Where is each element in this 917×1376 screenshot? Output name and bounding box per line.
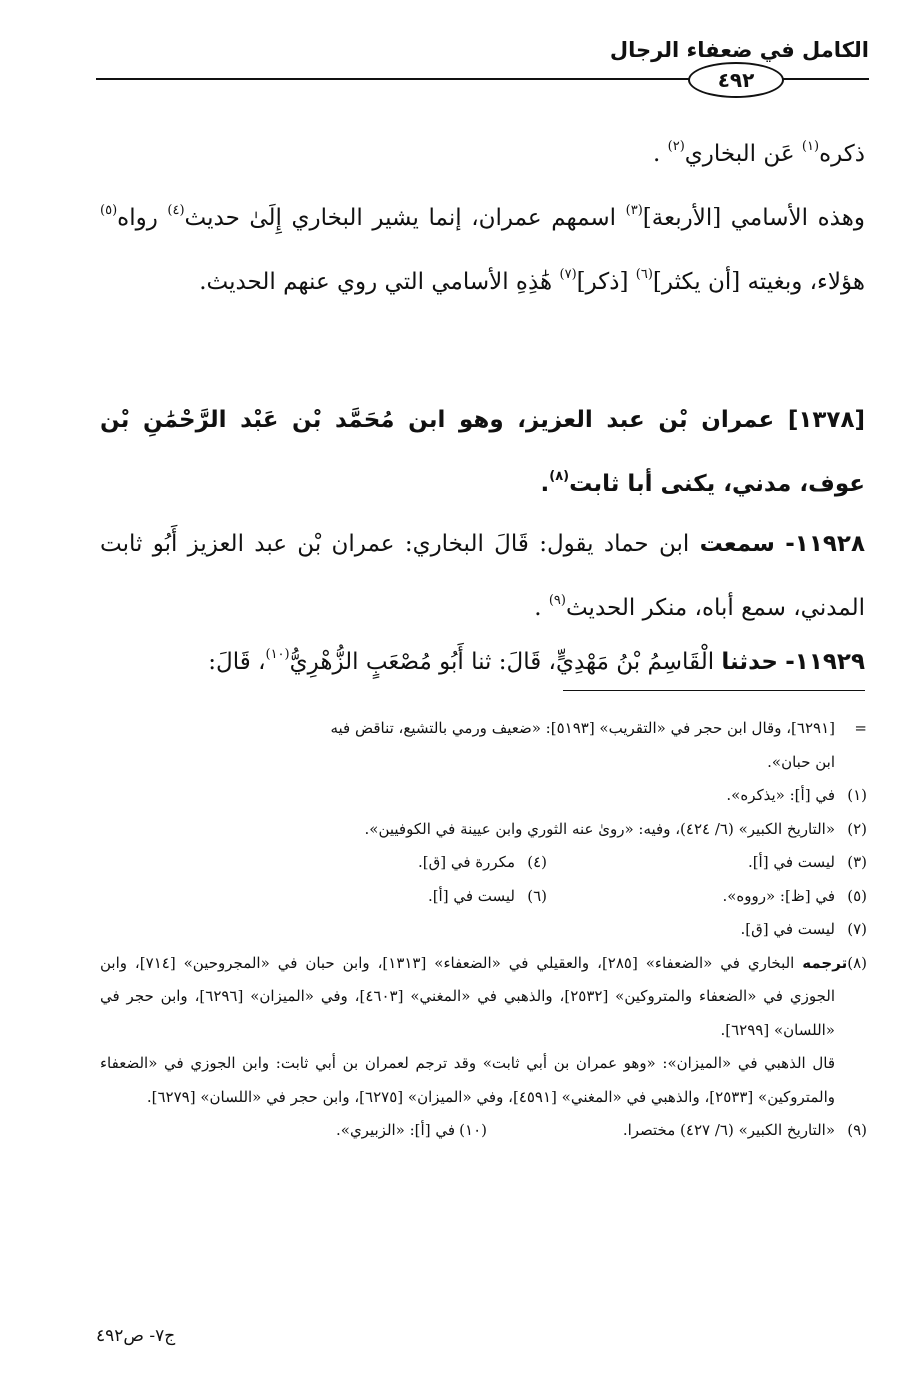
footnote-row-5-6 [100,880,867,914]
footnote-separator [563,690,865,691]
hadith-number: ١١٩٢٨- [785,531,865,557]
volume-page-reference: ج٧- ص٤٩٢ [96,1326,176,1346]
footnote-row-9-10 [100,1114,867,1148]
paragraph-intro: ذكره$^{(١)}$ عَن البخاري$^{(٢)}$ . [653,139,865,167]
footnote-7: (٧)ليست في [ق]. [740,920,867,938]
footnote-row-3-4 [100,846,867,880]
footnote-continuation-line: ابن حبان». [767,752,835,771]
footnote-continuation: =[٦٢٩١]، وقال ابن حجر في «التقريب» [٥١٩٣]: «ضعيف ورمي بالتشيع، تناقض فيه [330,719,867,737]
footnote-9: (٩)«التاريخ الكبير» (٦/ ٤٢٧) مختصرا. [622,1121,867,1139]
footnote-10: (١٠)في [أ]: «الزبيري». [336,1121,487,1139]
footnotes [100,712,867,1148]
footnote-4: (٤)مكررة في [ق]. [417,853,547,871]
footnote-3: (٣)ليست في [أ]. [747,853,867,871]
footnote-8-paragraph-2: قال الذهبي في «الميزان»: «وهو عمران بن أبي ثابت» وقد ترجم لعمران بن أبي ثابت: وابن الجوزي في «الضعفاء والمتروكين» [٢٥٣٣]، والذهبي في «المغني» [٤٥٩١]، وفي «الميزان» [٦٢٧٥]، وابن حجر في «اللسان» [٦٢٧٩]. [100,1054,835,1106]
narrator-entry-heading: [١٣٧٨] عمران بْن عبد العزيز، وهو ابن مُحَمَّد بْن عَبْد الرَّحْمَٰنِ بْن عوف، مدني، يكنى أبا ثابت$^{(٨)}$. [100,407,865,497]
hadith-11928: ١١٩٢٨- سمعت ابن حماد يقول: قَالَ البخاري: عمران بْن عبد العزيز أَبُو ثابت المدني، سمع أباه، منكر الحديث$^{(٩)}$ . [100,531,865,621]
footnote-1: (١)في [أ]: «يذكره». [726,786,867,804]
footnote-8: (٨)ترجمه البخاري في «الضعفاء» [٢٨٥]، والعقيلي في «الضعفاء» [١٣١٣]، وابن حبان في «المجروحين» [٧١٤]، وابن الجوزي في «الضعفاء والمتروكين» [٢٥٣٢]، والذهبي في «المغني» [٤٦٠٣]، وفي «الميزان» [٦٢٩٦]، وابن حجر في «اللسان» [٦٢٩٩]. [100,953,867,1039]
footnote-5: (٥)في [ظ]: «رووه». [722,886,867,905]
hadith-number: ١١٩٢٩- [785,649,865,675]
footnote-2: (٢)«التاريخ الكبير» (٦/ ٤٢٤)، وفيه: «روىٰ عنه الثوري وابن عيينة في الكوفيين». [364,819,867,838]
footnote-6: (٦)ليست في [أ]. [427,886,547,905]
page-number: ٤٩٢ [688,62,784,98]
hadith-11929: ١١٩٢٩- حدثنا الْقَاسِمُ بْنُ مَهْدِيٍّ، قَالَ: ثنا أَبُو مُصْعَبٍ الزُّهْرِيُّ$^{(١٠)}$، قَالَ: [208,647,865,675]
running-title: الكامل في ضعفاء الرجال [609,38,869,62]
paragraph-names: وهذه الأسامي [الأربعة]$^{(٣)}$ اسمهم عمران، إنما يشير البخاري إِلَىٰ حديث$^{(٤)}$ رواه$^{(٥)}$ هؤلاء، وبغيته [أن يكثر]$^{(٦)}$ [ذكر]$^{(٧)}$ هَٰذِهِ الأسامي التي روي عنهم الحديث. [100,203,865,295]
hadith-keyword: سمعت [699,531,775,557]
hadith-keyword: حدثنا [721,649,778,675]
